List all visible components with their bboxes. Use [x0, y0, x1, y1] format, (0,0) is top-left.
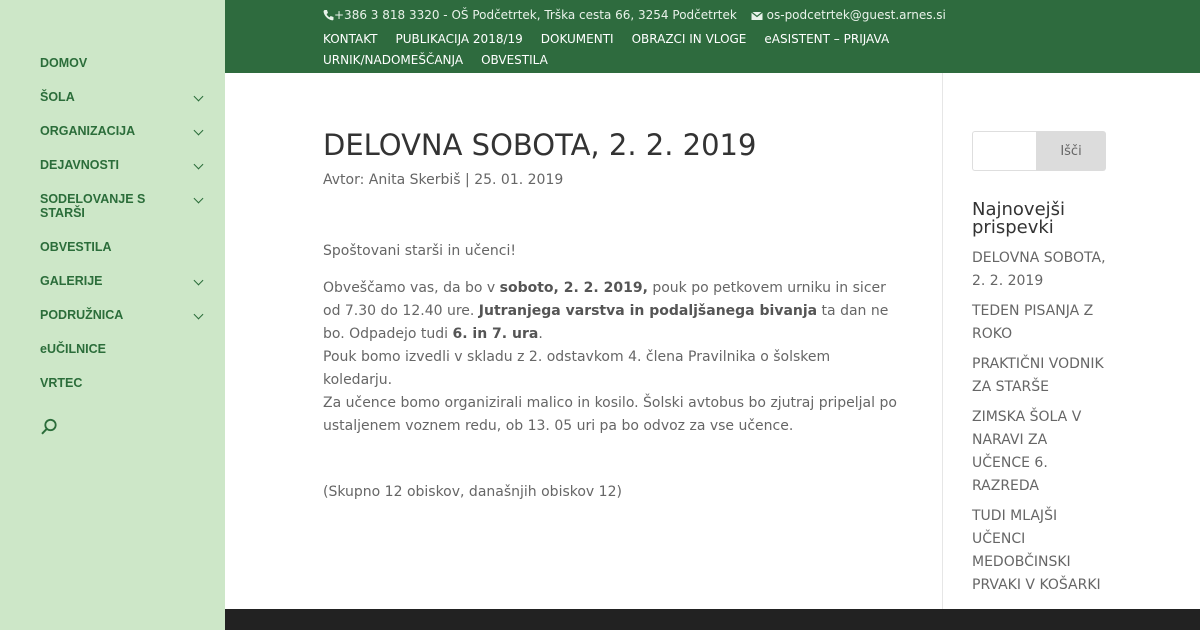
- chevron-down-icon[interactable]: [194, 126, 204, 136]
- top-nav-obvestila[interactable]: OBVESTILA: [481, 53, 548, 67]
- nav-item-vrtec[interactable]: [40, 375, 210, 391]
- nav-item-label: DOMOV: [40, 56, 88, 70]
- recent-posts-list: [972, 247, 1112, 597]
- chevron-down-icon[interactable]: [194, 310, 204, 320]
- nav-item-domov[interactable]: [40, 55, 210, 71]
- text: Obveščamo vas, da bo v: [323, 280, 500, 296]
- post-body: [323, 240, 903, 438]
- post-date: 25. 01. 2019: [474, 172, 564, 188]
- paragraph-3: Za učence bomo organizirali malico in kosilo. Šolski avtobus bo zjutraj pripeljal po ustaljenem voznem redu, ob 13. 05 uri pa bo odvoz za vse učence.: [323, 395, 897, 434]
- recent-post-link[interactable]: ZIMSKA ŠOLA V NARAVI ZA UČENCE 6. RAZREDA: [972, 409, 1082, 494]
- nav-item-dejavnosti[interactable]: [40, 157, 210, 173]
- nav-item-eucilnice[interactable]: [40, 341, 210, 357]
- paragraph-2: Pouk bomo izvedli v skladu z 2. odstavkom 4. člena Pravilnika o šolskem koledarju.: [323, 349, 831, 388]
- nav-item-label: VRTEC: [40, 376, 83, 390]
- sidebar-divider: [942, 73, 943, 609]
- greeting: Spoštovani starši in učenci!: [323, 243, 516, 259]
- nav-item-label: PODRUŽNICA: [40, 308, 124, 322]
- nav-item-label: eUČILNICE: [40, 342, 106, 356]
- post-title: DELOVNA SOBOTA, 2. 2. 2019: [323, 128, 757, 162]
- nav-item-sodelovanje[interactable]: [40, 191, 210, 221]
- text: pouk po petkovem urniku in sicer od 7.30 do 12.40 ure.: [323, 280, 886, 319]
- right-sidebar: [972, 131, 1112, 604]
- bold-text: Jutranjega varstva in podaljšanega bivanja: [478, 303, 818, 319]
- post-meta: [323, 172, 903, 188]
- recent-posts-title: Najnovejši prispevki: [972, 199, 1066, 238]
- nav-item-label: ORGANIZACIJA: [40, 124, 136, 138]
- contact-info: [323, 8, 946, 22]
- chevron-down-icon[interactable]: [194, 276, 204, 286]
- bold-date: soboto, 2. 2. 2019,: [499, 280, 648, 296]
- search-input[interactable]: [972, 131, 1036, 171]
- left-sidebar: [0, 0, 225, 630]
- text: .: [538, 326, 543, 342]
- post-content: [323, 120, 903, 500]
- chevron-down-icon[interactable]: [194, 194, 204, 204]
- nav-item-label: DEJAVNOSTI: [40, 158, 119, 172]
- recent-post-link[interactable]: TUDI MLAJŠI UČENCI MEDOBČINSKI PRVAKI V KOŠARKI: [972, 508, 1101, 593]
- top-header: [225, 0, 1200, 73]
- email-link[interactable]: os-podcetrtek@guest.arnes.si: [766, 8, 946, 22]
- top-nav-obrazci[interactable]: OBRAZCI IN VLOGE: [631, 32, 747, 46]
- recent-post-link[interactable]: PRAKTIČNI VODNIK ZA STARŠE: [972, 356, 1104, 395]
- nav-item-label: GALERIJE: [40, 274, 103, 288]
- nav-item-obvestila[interactable]: [40, 239, 210, 255]
- nav-item-organizacija[interactable]: [40, 123, 210, 139]
- search-form: [972, 131, 1112, 171]
- meta-prefix: Avtor:: [323, 172, 369, 188]
- nav-item-podruznica[interactable]: [40, 307, 210, 323]
- top-nav: [323, 29, 1063, 71]
- paragraph-1: [323, 277, 903, 438]
- main-nav: [40, 55, 210, 409]
- footer-bar: [225, 609, 1200, 630]
- chevron-down-icon[interactable]: [194, 160, 204, 170]
- author-link[interactable]: Anita Skerbiš: [368, 172, 461, 188]
- envelope-icon: [751, 8, 763, 22]
- contact-text: +386 3 818 3320 - OŠ Podčetrtek, Trška cesta 66, 3254 Podčetrtek: [334, 8, 737, 22]
- top-nav-easistent[interactable]: eASISTENT – PRIJAVA: [764, 32, 890, 46]
- top-nav-publikacija[interactable]: PUBLIKACIJA 2018/19: [395, 32, 523, 46]
- bold-text: 6. in 7. ura: [452, 326, 539, 342]
- recent-post-link[interactable]: DELOVNA SOBOTA, 2. 2. 2019: [972, 250, 1106, 289]
- recent-post-link[interactable]: TEDEN PISANJA Z ROKO: [972, 303, 1094, 342]
- chevron-down-icon[interactable]: [194, 92, 204, 102]
- top-nav-dokumenti[interactable]: DOKUMENTI: [540, 32, 614, 46]
- nav-item-label: SODELOVANJE S STARŠI: [40, 192, 146, 220]
- top-nav-kontakt[interactable]: KONTAKT: [323, 32, 378, 46]
- text: ta dan ne bo. Odpadejo tudi: [323, 303, 889, 342]
- meta-separator: |: [460, 172, 475, 188]
- top-nav-urnik[interactable]: URNIK/NADOMEŠČANJA: [323, 53, 464, 67]
- nav-item-sola[interactable]: [40, 89, 210, 105]
- search-icon[interactable]: [40, 418, 58, 436]
- search-button[interactable]: Išči: [1036, 131, 1106, 171]
- nav-item-label: OBVESTILA: [40, 240, 112, 254]
- visit-counter: (Skupno 12 obiskov, današnjih obiskov 12): [323, 484, 622, 500]
- nav-item-label: ŠOLA: [40, 90, 75, 104]
- nav-item-galerije[interactable]: [40, 273, 210, 289]
- phone-icon: [323, 8, 334, 22]
